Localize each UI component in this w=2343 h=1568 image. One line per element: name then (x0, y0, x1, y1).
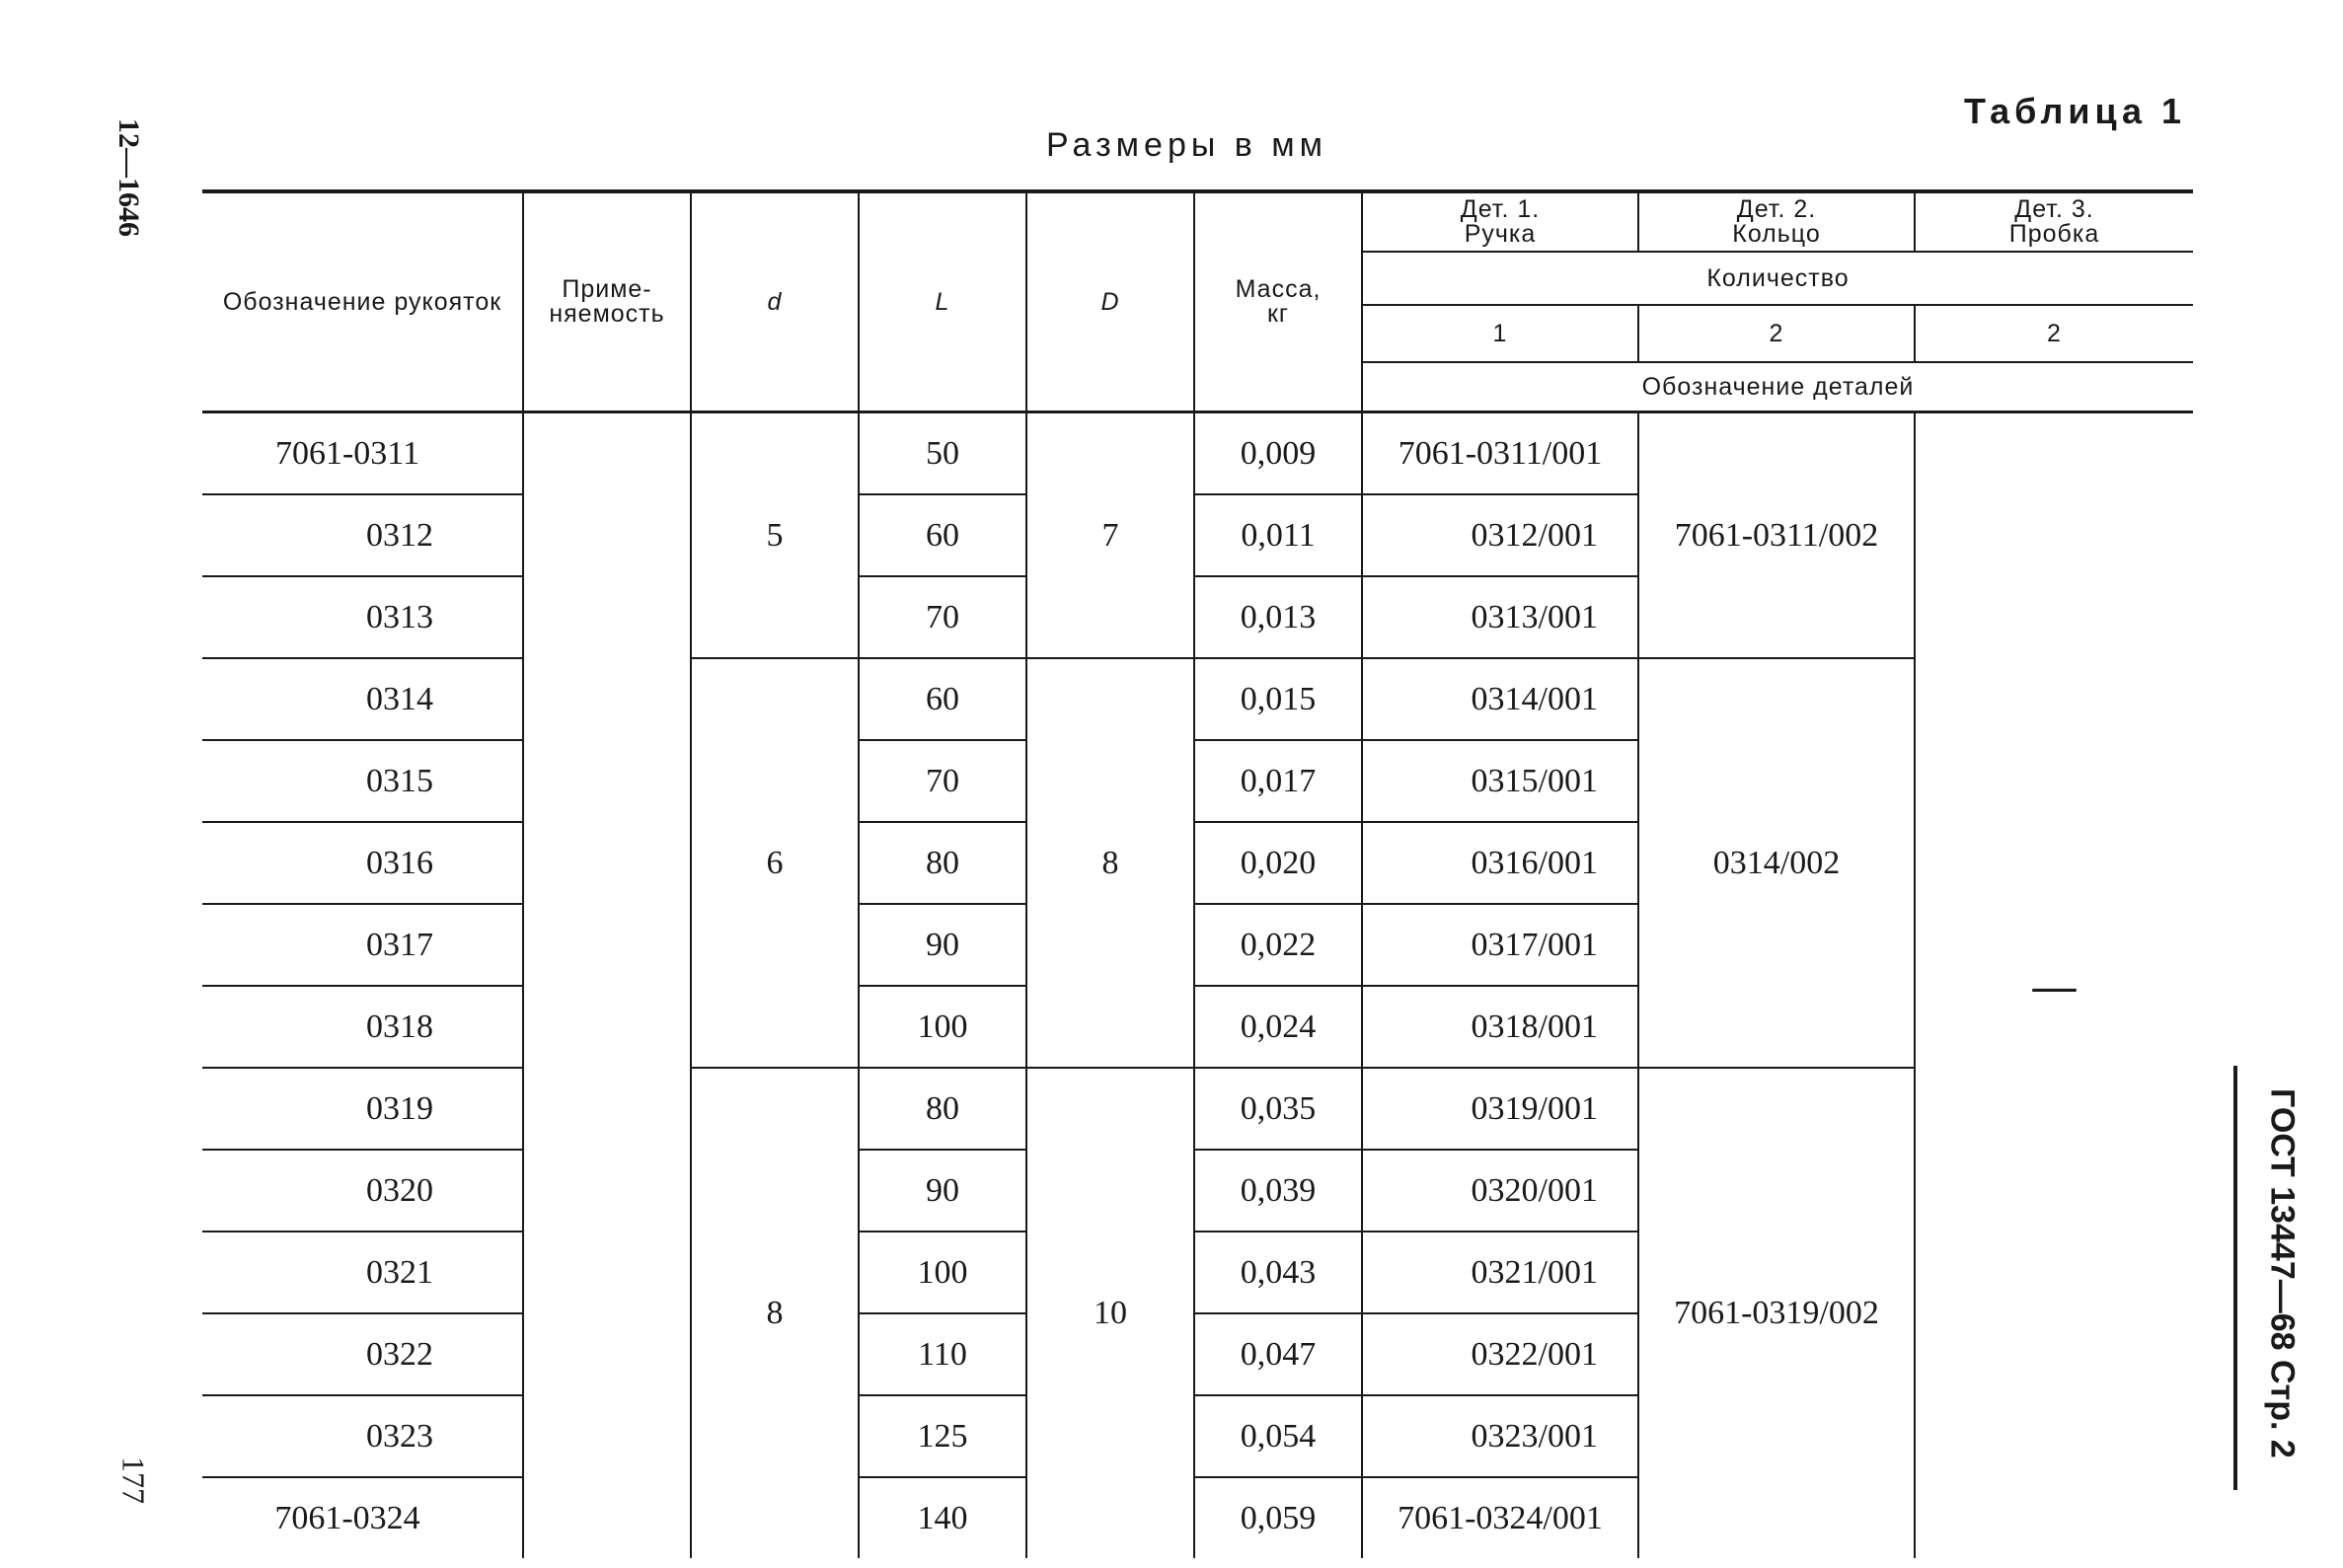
table-row (202, 1068, 2193, 1150)
header-quantity: Количество (1362, 252, 2193, 305)
table-row (202, 658, 2193, 740)
cell-code: 0323 (202, 1395, 523, 1477)
cell-L: 110 (859, 1313, 1026, 1395)
cell-mass: 0,013 (1194, 576, 1362, 658)
units-caption: Размеры в мм (1046, 126, 1328, 164)
cell-d: 5 (691, 412, 859, 659)
cell-L: 100 (859, 1232, 1026, 1313)
header-qty1: 1 (1362, 305, 1638, 362)
cell-D: 8 (1026, 658, 1194, 1068)
cell-det1: 0321/001 (1362, 1232, 1638, 1313)
cell-det1: 0319/001 (1362, 1068, 1638, 1150)
cell-code: 0313 (202, 576, 523, 658)
header-designation: Обозначение рукояток (202, 191, 523, 412)
cell-L: 50 (859, 412, 1026, 495)
cell-code: 0319 (202, 1068, 523, 1150)
header-qty3: 2 (1915, 305, 2193, 362)
cell-det1: 0314/001 (1362, 658, 1638, 740)
cell-code: 0320 (202, 1150, 523, 1232)
header-det2 (1638, 191, 1915, 252)
side-standard-ref: ГОСТ 13447—68 Стр. 2 (2263, 1087, 2302, 1458)
table-title: Таблица 1 (1964, 91, 2187, 131)
cell-L: 80 (859, 1068, 1026, 1150)
cell-code: 0314 (202, 658, 523, 740)
cell-mass: 0,020 (1194, 822, 1362, 904)
header-d: d (691, 191, 859, 412)
cell-mass: 0,059 (1194, 1477, 1362, 1558)
cell-det1: 7061-0324/001 (1362, 1477, 1638, 1558)
cell-D: 10 (1026, 1068, 1194, 1558)
cell-d: 8 (691, 1068, 859, 1558)
cell-mass: 0,022 (1194, 904, 1362, 986)
cell-mass: 0,015 (1194, 658, 1362, 740)
cell-mass: 0,009 (1194, 412, 1362, 495)
cell-code: 7061-0324 (274, 1499, 420, 1536)
cell-mass: 0,039 (1194, 1150, 1362, 1232)
header-det3-title: Дет. 3. (2014, 195, 2094, 223)
cell-det1: 0312/001 (1362, 494, 1638, 576)
dash-mark: — (2032, 961, 2077, 1010)
cell-code: 0312 (202, 494, 523, 576)
header-applicability (523, 191, 691, 412)
cell-L: 140 (859, 1477, 1026, 1558)
cell-det2: 7061-0319/002 (1638, 1068, 1915, 1558)
cell-mass: 0,054 (1194, 1395, 1362, 1477)
cell-det1: 0318/001 (1362, 986, 1638, 1068)
header-det2-name: Кольцо (1732, 220, 1821, 248)
header-L: L (859, 191, 1026, 412)
cell-L: 90 (859, 904, 1026, 986)
cell-det1: 0313/001 (1362, 576, 1638, 658)
cell-code: 0317 (202, 904, 523, 986)
cell-d: 6 (691, 658, 859, 1068)
cell-L: 80 (859, 822, 1026, 904)
cell-L: 60 (859, 658, 1026, 740)
cell-det1: 0320/001 (1362, 1150, 1638, 1232)
cell-mass: 0,035 (1194, 1068, 1362, 1150)
cell-L: 70 (859, 576, 1026, 658)
side-page-number: 177 (115, 1456, 152, 1504)
cell-code: 0322 (202, 1313, 523, 1395)
header-qty2: 2 (1638, 305, 1915, 362)
cell-L: 125 (859, 1395, 1026, 1477)
header-det1-title: Дет. 1. (1460, 195, 1541, 223)
cell-det1: 0315/001 (1362, 740, 1638, 822)
cell-det1: 0316/001 (1362, 822, 1638, 904)
header-mass-text: Масса, кг (1235, 275, 1322, 328)
cell-L: 60 (859, 494, 1026, 576)
cell-D: 7 (1026, 412, 1194, 659)
header-det2-title: Дет. 2. (1736, 195, 1817, 223)
cell-det1: 7061-0311/001 (1362, 412, 1638, 495)
cell-applicability (523, 412, 691, 1559)
cell-det2: 7061-0311/002 (1638, 412, 1915, 659)
header-applicability-text: Приме- няемость (549, 275, 665, 328)
cell-code: 0318 (202, 986, 523, 1068)
cell-det1: 0322/001 (1362, 1313, 1638, 1395)
header-det3 (1915, 191, 2193, 252)
header-mass (1194, 191, 1362, 412)
header-det1-name: Ручка (1464, 220, 1537, 248)
table-row (202, 412, 2193, 495)
cell-mass: 0,024 (1194, 986, 1362, 1068)
cell-L: 100 (859, 986, 1026, 1068)
cell-det1: 0323/001 (1362, 1395, 1638, 1477)
cell-mass: 0,017 (1194, 740, 1362, 822)
header-D: D (1026, 191, 1194, 412)
cell-L: 90 (859, 1150, 1026, 1232)
cell-L: 70 (859, 740, 1026, 822)
cell-code: 0315 (202, 740, 523, 822)
header-det1 (1362, 191, 1638, 252)
cell-code: 0321 (202, 1232, 523, 1313)
cell-mass: 0,011 (1194, 494, 1362, 576)
cell-mass: 0,047 (1194, 1313, 1362, 1395)
handles-table (202, 189, 2193, 1558)
cell-code: 7061-0311 (202, 412, 523, 495)
cell-mass: 0,043 (1194, 1232, 1362, 1313)
side-page-code: 12—1646 (113, 118, 145, 237)
cell-det2: 0314/002 (1638, 658, 1915, 1068)
cell-code: 0316 (202, 822, 523, 904)
header-det3-name: Пробка (2008, 220, 2100, 248)
side-rule (2233, 1066, 2237, 1490)
header-parts-designation: Обозначение деталей (1362, 362, 2193, 412)
cell-det3 (1915, 412, 2193, 1559)
cell-det1: 0317/001 (1362, 904, 1638, 986)
